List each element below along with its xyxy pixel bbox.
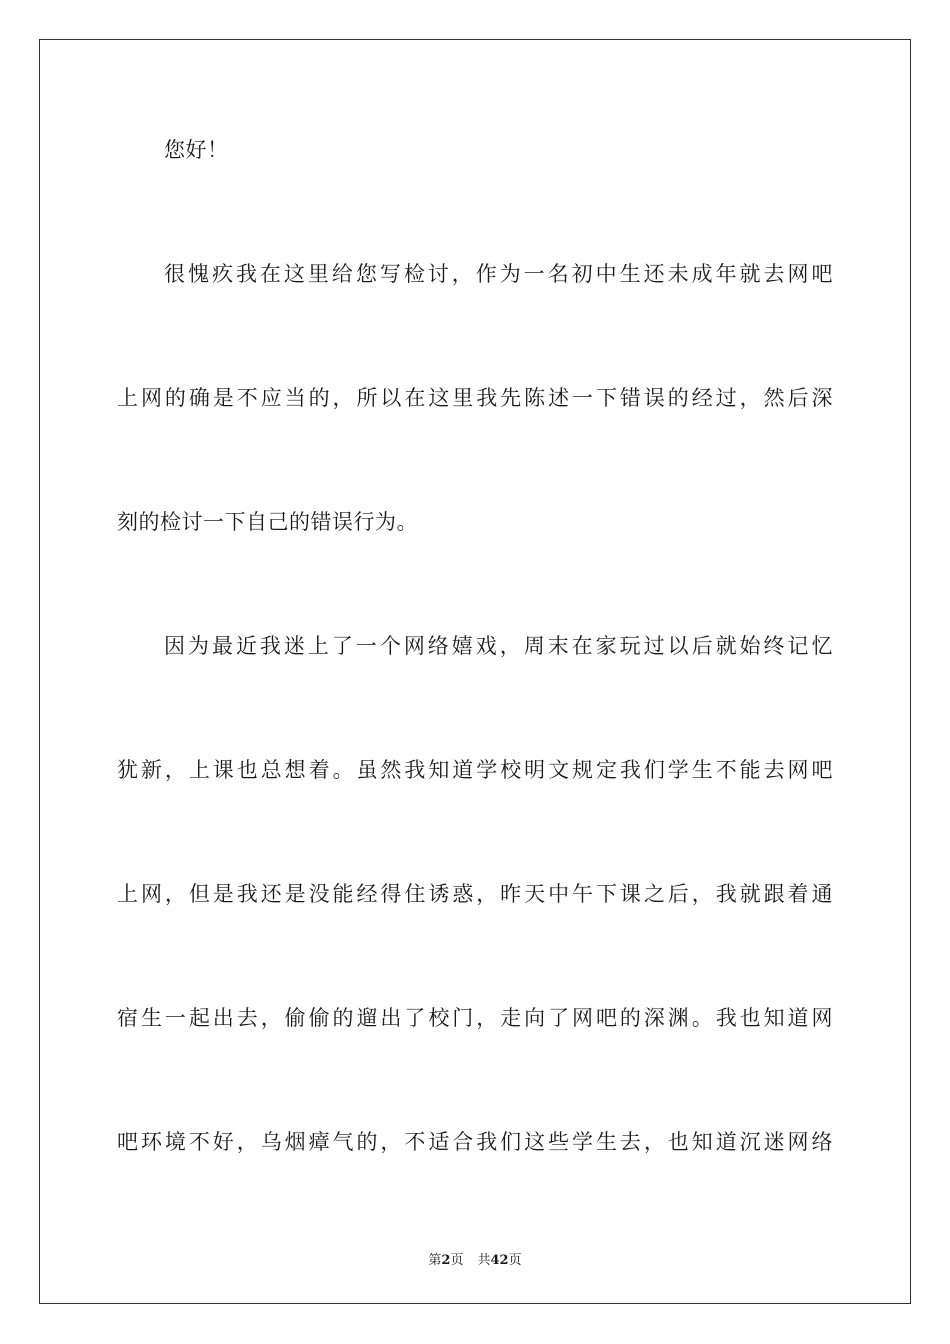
page-prefix: 第 <box>428 1253 442 1268</box>
page-total: 42 <box>490 1253 509 1268</box>
total-suffix: 页 <box>508 1253 522 1268</box>
body-line: 因为最近我迷上了一个网络嬉戏，周末在家玩过以后就始终记忆 <box>164 634 833 658</box>
body-line: 刻的检讨一下自己的错误行为。 <box>117 510 418 534</box>
body-line: 犹新，上课也总想着。虽然我知道学校明文规定我们学生不能去网吧 <box>117 758 833 782</box>
body-line: 上网的确是不应当的，所以在这里我先陈述一下错误的经过，然后深 <box>117 386 833 410</box>
page-current: 2 <box>441 1253 451 1268</box>
page-footer <box>0 1249 950 1268</box>
greeting-line: 您好！ <box>164 138 229 162</box>
total-prefix: 共 <box>477 1253 491 1268</box>
page-suffix: 页 <box>450 1253 464 1268</box>
body-line: 宿生一起出去，偷偷的遛出了校门，走向了网吧的深渊。我也知道网 <box>117 1006 833 1030</box>
body-line: 上网，但是我还是没能经得住诱惑，昨天中午下课之后，我就跟着通 <box>117 882 833 906</box>
page-frame <box>39 39 911 1304</box>
body-line: 很愧疚我在这里给您写检讨，作为一名初中生还未成年就去网吧 <box>164 262 833 286</box>
body-line: 吧环境不好，乌烟瘴气的，不适合我们这些学生去，也知道沉迷网络 <box>117 1130 833 1154</box>
